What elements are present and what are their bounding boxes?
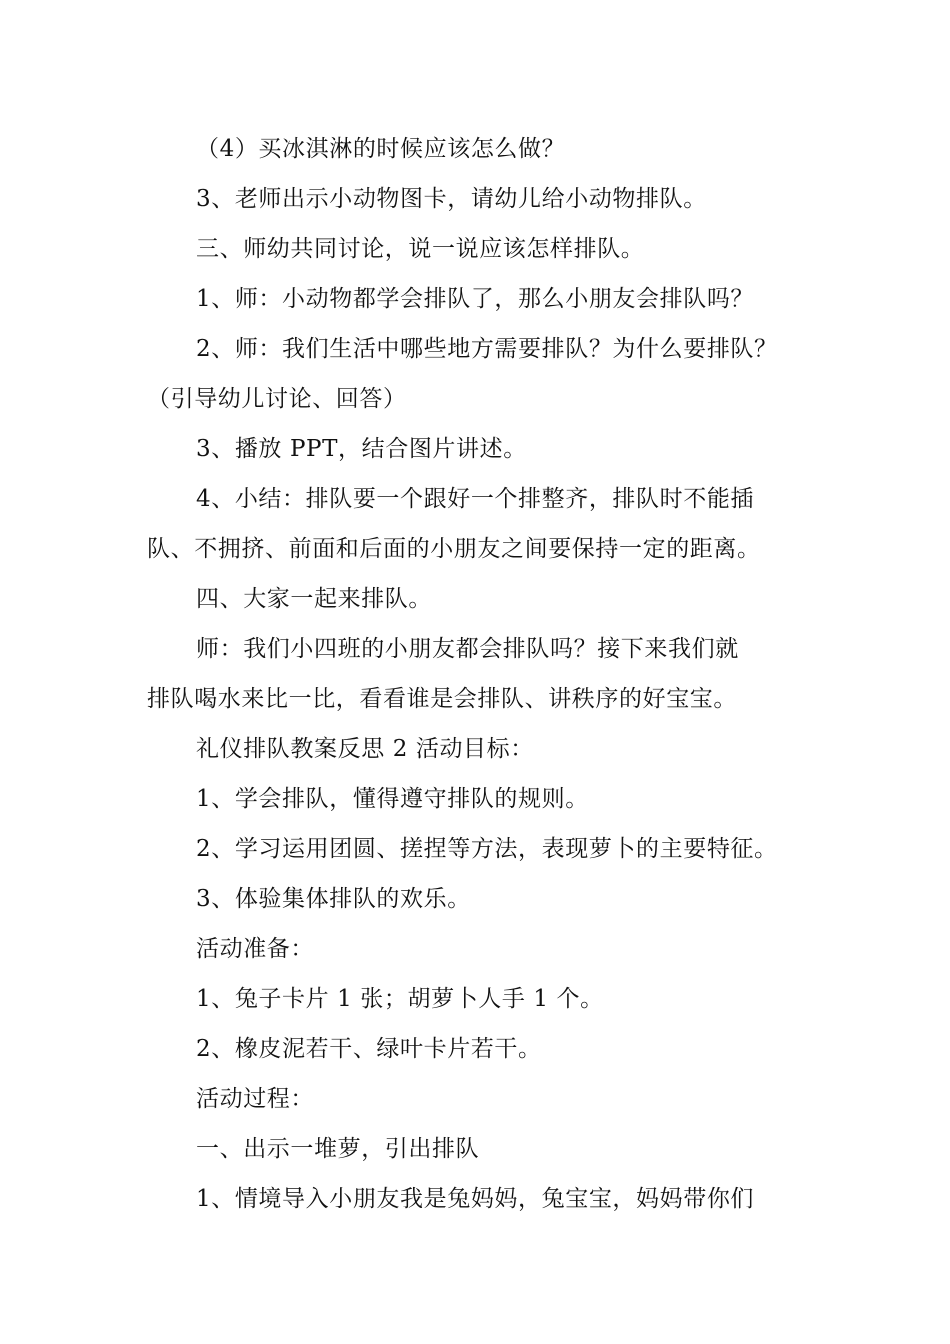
text-line: 三、师幼共同讨论，说一说应该怎样排队。 [196,236,645,262]
text-line: 1、情境导入小朋友我是兔妈妈，兔宝宝，妈妈带你们 [196,1186,755,1212]
text-line: 2、师：我们生活中哪些地方需要排队？为什么要排队？ [196,336,778,362]
text-line: 1、师：小动物都学会排队了，那么小朋友会排队吗？ [196,286,755,312]
text-line: 一、出示一堆萝，引出排队 [196,1136,480,1162]
text-line: 师：我们小四班的小朋友都会排队吗？接下来我们就 [196,636,739,662]
text-line: 3、播放 PPT，结合图片讲述。 [196,436,527,462]
text-line: 礼仪排队教案反思 2 活动目标： [196,736,534,762]
text-line: 活动准备： [196,936,314,962]
text-line: 1、学会排队，懂得遵守排队的规则。 [196,786,589,812]
text-line: 4、小结：排队要一个跟好一个排整齐，排队时不能插 [196,486,755,512]
text-line: 3、老师出示小动物图卡，请幼儿给小动物排队。 [196,186,707,212]
text-line: （4）买冰淇淋的时候应该怎么做？ [196,136,566,162]
text-line: 排队喝水来比一比，看看谁是会排队、讲秩序的好宝宝。 [147,686,737,712]
text-line: 四、大家一起来排队。 [196,586,432,612]
text-line: 队、不拥挤、前面和后面的小朋友之间要保持一定的距离。 [147,536,761,562]
text-line: 2、学习运用团圆、搓捏等方法，表现萝卜的主要特征。 [196,836,778,862]
text-line: （引导幼儿讨论、回答） [147,386,407,412]
text-line: 3、体验集体排队的欢乐。 [196,886,471,912]
text-line: 活动过程： [196,1086,314,1112]
text-line: 1、兔子卡片 1 张；胡萝卜人手 1 个。 [196,986,604,1012]
text-line: 2、橡皮泥若干、绿叶卡片若干。 [196,1036,542,1062]
